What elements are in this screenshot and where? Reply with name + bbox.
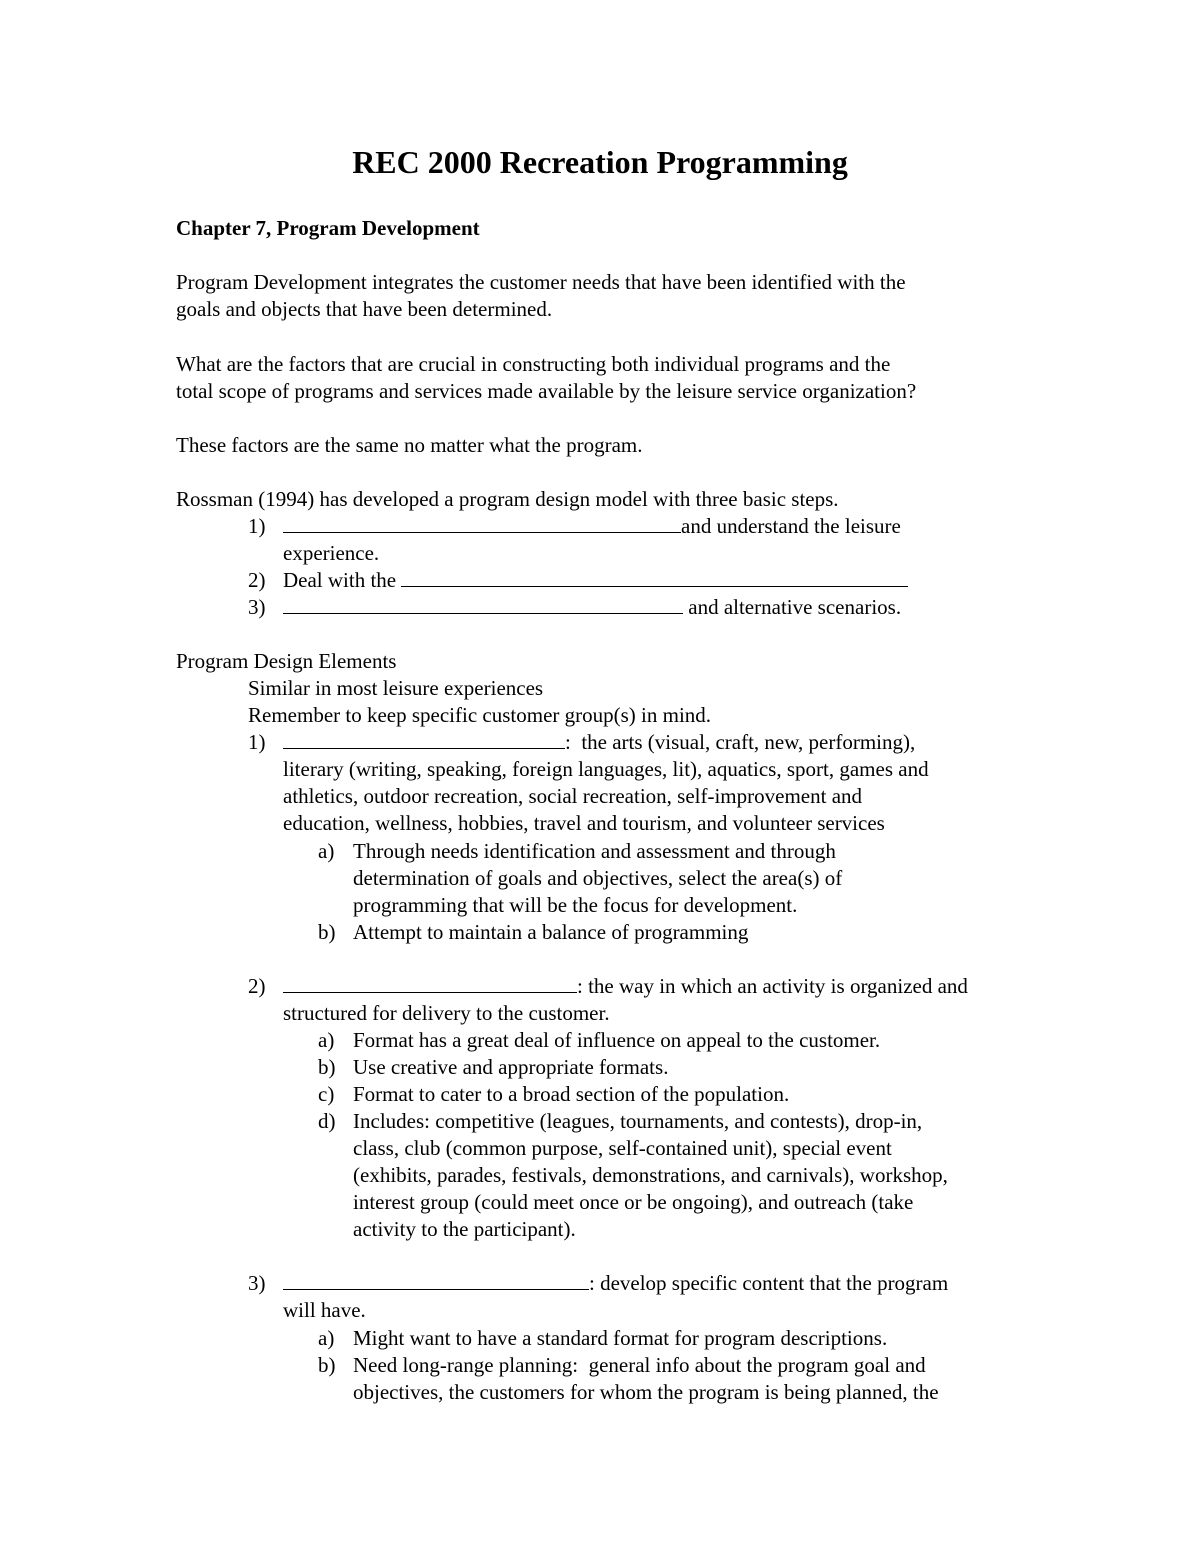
sub-item-letter: a): [318, 839, 335, 863]
sub-item-1b-line-1: Attempt to maintain a balance of programming: [353, 920, 749, 944]
sub-item-letter: d): [318, 1109, 336, 1133]
design-element-3-line-1: : develop specific content that the program: [283, 1270, 948, 1297]
sub-item-1a-line-1: Through needs identification and assessment and through: [353, 839, 836, 863]
fill-in-blank[interactable]: [283, 596, 683, 614]
intro-paragraph-1-line-2: goals and objects that have been determined.: [176, 297, 553, 321]
sub-item-2d-line-1: Includes: competitive (leagues, tournaments, and contests), drop-in,: [353, 1109, 923, 1133]
fill-in-blank[interactable]: [283, 515, 681, 533]
sub-item-2a-line-1: Format has a great deal of influence on appeal to the customer.: [353, 1028, 881, 1052]
sub-item-letter: a): [318, 1326, 335, 1350]
fill-in-blank[interactable]: [283, 731, 565, 749]
design-element-1-line-4: education, wellness, hobbies, travel and tourism, and volunteer services: [283, 811, 885, 835]
rossman-step-3: and alternative scenarios.: [283, 594, 901, 621]
sub-item-1a-line-2: determination of goals and objectives, select the area(s) of: [353, 866, 843, 890]
sub-item-letter: b): [318, 1055, 336, 1079]
intro-paragraph-1-line-1: Program Development integrates the customer needs that have been identified with the: [176, 270, 906, 294]
design-elements-note-2: Remember to keep specific customer group(s) in mind.: [248, 703, 712, 727]
design-element-1-line-2: literary (writing, speaking, foreign languages, lit), aquatics, sport, games and: [283, 757, 929, 781]
sub-item-letter: a): [318, 1028, 335, 1052]
sub-item-letter: b): [318, 1353, 336, 1377]
design-element-3-line-2: will have.: [283, 1298, 366, 1322]
fill-in-blank[interactable]: [401, 569, 908, 587]
design-element-number: 3): [248, 1271, 266, 1295]
rossman-step-number: 1): [248, 514, 266, 538]
sub-item-letter: b): [318, 920, 336, 944]
sub-item-2d-line-5: activity to the participant).: [353, 1217, 576, 1241]
sub-item-3b-line-2: objectives, the customers for whom the program is being planned, the: [353, 1380, 939, 1404]
sub-item-2d-line-2: class, club (common purpose, self-contained unit), special event: [353, 1136, 892, 1160]
chapter-heading: Chapter 7, Program Development: [176, 216, 480, 240]
fill-in-blank[interactable]: [283, 975, 577, 993]
intro-paragraph-2-line-1: What are the factors that are crucial in constructing both individual programs and the: [176, 352, 891, 376]
rossman-step-2: Deal with the: [283, 567, 908, 594]
rossman-step-1: and understand the leisure: [283, 513, 901, 540]
page-title: REC 2000 Recreation Programming: [352, 144, 848, 180]
sub-item-3a-line-1: Might want to have a standard format for program descriptions.: [353, 1326, 888, 1350]
sub-item-2d-line-3: (exhibits, parades, festivals, demonstrations, and carnivals), workshop,: [353, 1163, 948, 1187]
sub-item-1a-line-3: programming that will be the focus for development.: [353, 893, 798, 917]
sub-item-letter: c): [318, 1082, 335, 1106]
design-element-2-line-2: structured for delivery to the customer.: [283, 1001, 610, 1025]
design-elements-note-1: Similar in most leisure experiences: [248, 676, 544, 700]
sub-item-2b-line-1: Use creative and appropriate formats.: [353, 1055, 669, 1079]
design-element-2-line-1: : the way in which an activity is organized and: [283, 973, 968, 1000]
design-element-1-line-1: : the arts (visual, craft, new, performing),: [283, 729, 915, 756]
design-elements-heading: Program Design Elements: [176, 649, 397, 673]
design-element-number: 1): [248, 730, 266, 754]
fill-in-blank[interactable]: [283, 1272, 589, 1290]
sub-item-3b-line-1: Need long-range planning: general info about the program goal and: [353, 1353, 926, 1377]
sub-item-2c-line-1: Format to cater to a broad section of the population.: [353, 1082, 790, 1106]
sub-item-2d-line-4: interest group (could meet once or be ongoing), and outreach (take: [353, 1190, 914, 1214]
rossman-step-1-continuation: experience.: [283, 541, 380, 565]
rossman-step-number: 2): [248, 568, 266, 592]
rossman-lead: Rossman (1994) has developed a program design model with three basic steps.: [176, 487, 839, 511]
design-element-1-line-3: athletics, outdoor recreation, social recreation, self-improvement and: [283, 784, 863, 808]
rossman-step-number: 3): [248, 595, 266, 619]
intro-paragraph-2-line-2: total scope of programs and services made available by the leisure service organization?: [176, 379, 917, 403]
intro-paragraph-3: These factors are the same no matter what the program.: [176, 433, 643, 457]
design-element-number: 2): [248, 974, 266, 998]
